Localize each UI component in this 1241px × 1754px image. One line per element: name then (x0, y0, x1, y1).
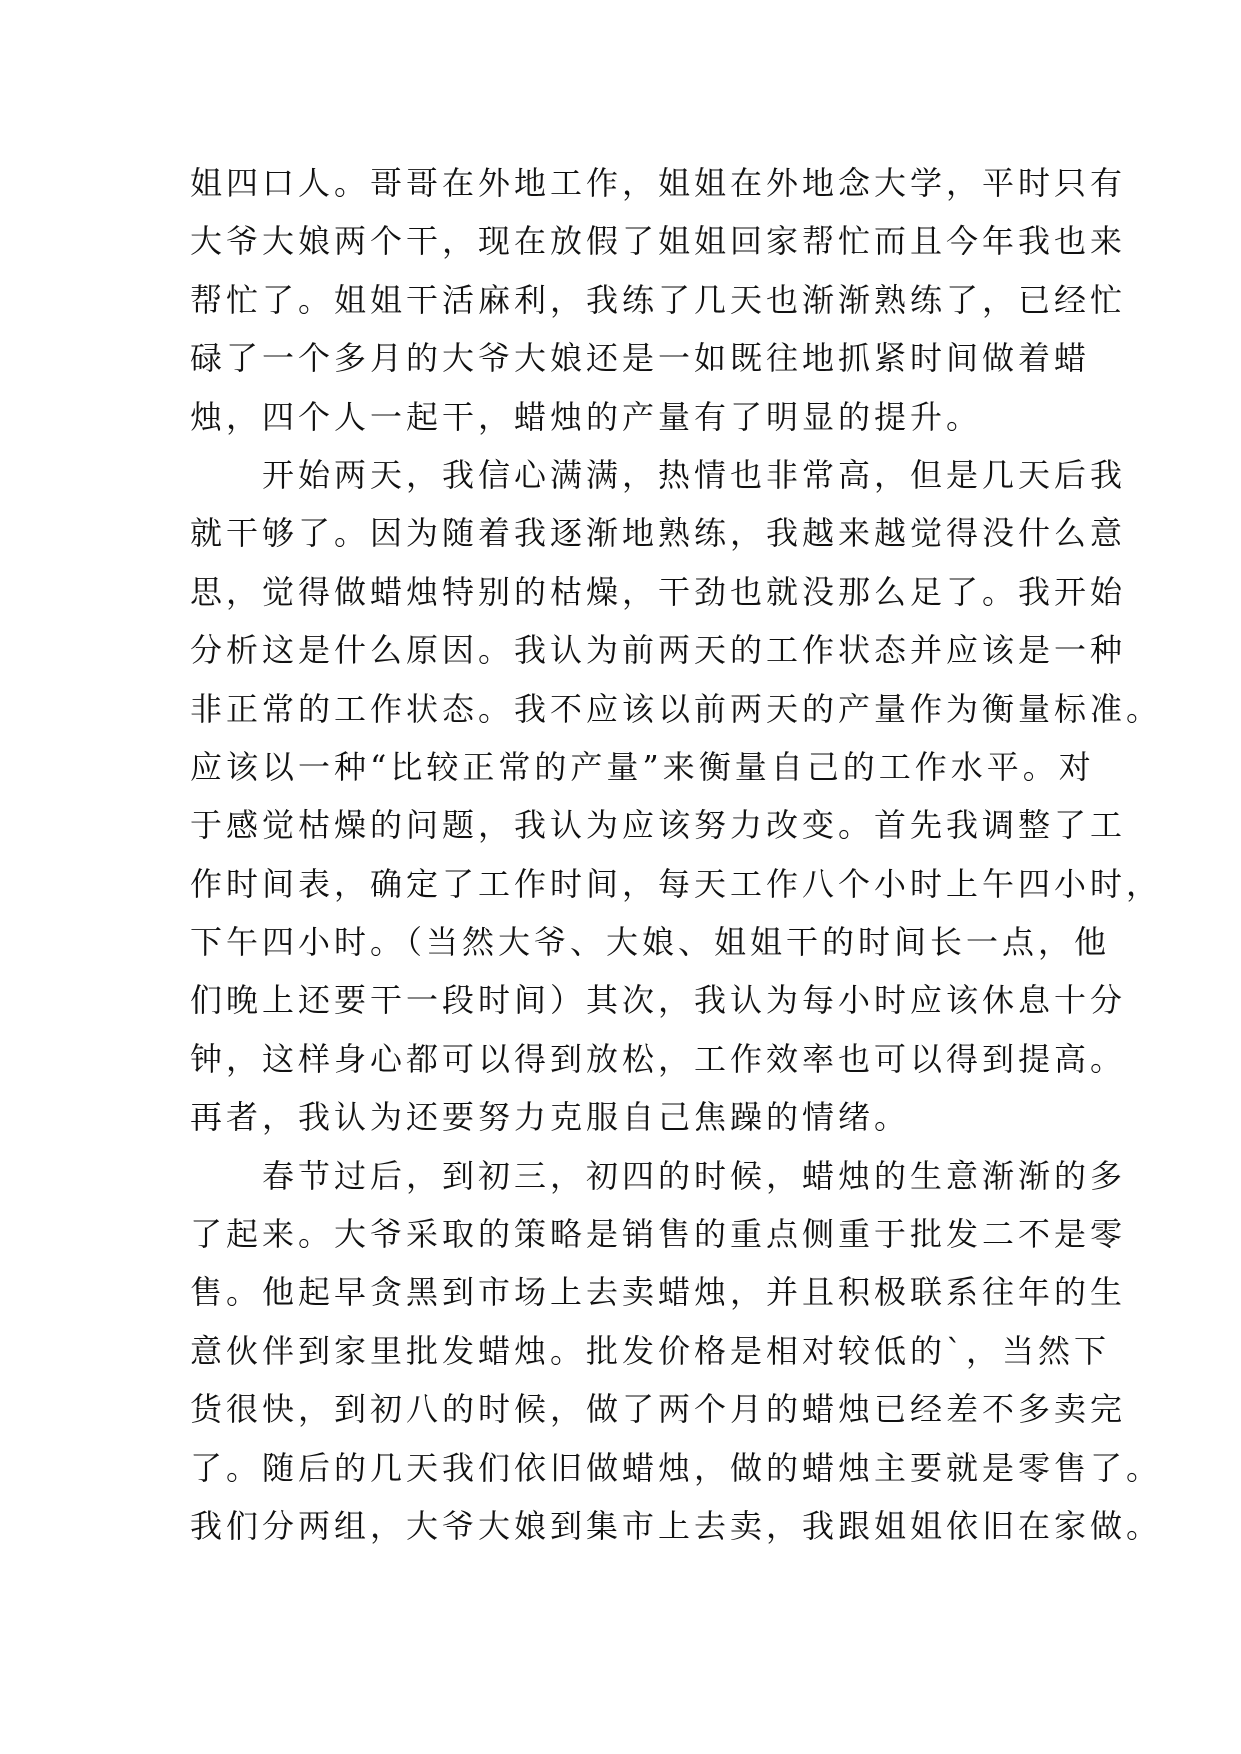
text-line: 姐四口人。哥哥在外地工作，姐姐在外地念大学，平时只有 (190, 164, 1127, 202)
text-line: 大爷大娘两个干，现在放假了姐姐回家帮忙而且今年我也来 (190, 222, 1127, 261)
text-line: 开始两天，我信心满满，热情也非常高，但是几天后我 (190, 455, 1127, 494)
text-line: 春节过后，到初三，初四的时候，蜡烛的生意渐渐的多 (190, 1156, 1127, 1195)
text-line: 再者，我认为还要努力克服自己焦躁的情绪。 (190, 1098, 911, 1137)
text-line: 售。他起早贪黑到市场上去卖蜡烛，并且积极联系往年的生 (190, 1273, 1127, 1312)
text-line: 我们分两组，大爷大娘到集市上去卖，我跟姐姐依旧在家做。 (190, 1506, 1163, 1545)
text-line: 了起来。大爷采取的策略是销售的重点侧重于批发二不是零 (190, 1215, 1127, 1254)
body-text (190, 154, 1163, 1555)
text-line: 思，觉得做蜡烛特别的枯燥，干劲也就没那么足了。我开始 (190, 572, 1127, 611)
text-line: 就干够了。因为随着我逐渐地熟练，我越来越觉得没什么意 (190, 514, 1127, 553)
text-line: 们晚上还要干一段时间）其次，我认为每小时应该休息十分 (190, 981, 1127, 1020)
text-line: 作时间表，确定了工作时间，每天工作八个小时上午四小时， (190, 864, 1163, 903)
text-line: 烛，四个人一起干，蜡烛的产量有了明显的提升。 (190, 397, 983, 436)
text-line: 下午四小时。（当然大爷、大娘、姐姐干的时间长一点，他 (190, 923, 1111, 962)
text-line: 了。随后的几天我们依旧做蜡烛，做的蜡烛主要就是零售了。 (190, 1448, 1163, 1487)
text-line: 分析这是什么原因。我认为前两天的工作状态并应该是一种 (190, 631, 1127, 670)
text-line: 应该以一种“比较正常的产量”来衡量自己的工作水平。对 (190, 747, 1095, 786)
text-line: 非正常的工作状态。我不应该以前两天的产量作为衡量标准。 (190, 689, 1163, 728)
text-line: 钟，这样身心都可以得到放松，工作效率也可以得到提高。 (190, 1039, 1127, 1078)
text-line: 于感觉枯燥的问题，我认为应该努力改变。首先我调整了工 (190, 806, 1127, 845)
text-line: 碌了一个多月的大爷大娘还是一如既往地抓紧时间做着蜡 (190, 339, 1091, 378)
text-line: 意伙伴到家里批发蜡烛。批发价格是相对较低的`，当然下 (190, 1331, 1111, 1370)
text-line: 帮忙了。姐姐干活麻利，我练了几天也渐渐熟练了，已经忙 (190, 280, 1127, 319)
text-line: 货很快，到初八的时候，做了两个月的蜡烛已经差不多卖完 (190, 1390, 1127, 1429)
